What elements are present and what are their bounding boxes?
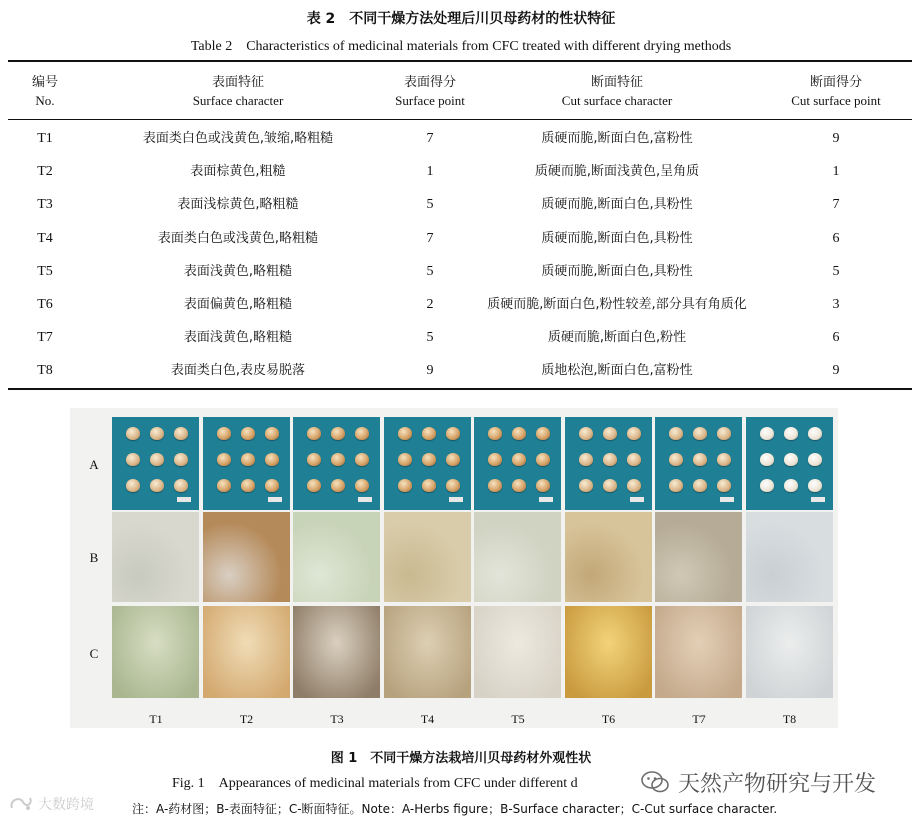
cell-cut: 质硬而脆,断面白色,粉性较差,部分具有角质化 <box>487 297 747 312</box>
herb-bulb <box>446 427 460 440</box>
figure-note: 注：A-药材图；B-表面特征；C-断面特征。Note：A-Herbs figure；B-Surface character；C-Cut surface character. <box>132 802 778 816</box>
cell-cut: 质硬而脆,断面白色,富粉性 <box>541 131 693 146</box>
herb-bulb <box>174 479 188 492</box>
herb-bulb <box>307 479 321 492</box>
herb-bulb <box>784 427 798 440</box>
herb-bulb <box>627 453 641 466</box>
herb-bulb <box>355 453 369 466</box>
herb-bulb <box>422 479 436 492</box>
herb-bulb <box>627 479 641 492</box>
herb-bulb <box>398 453 412 466</box>
header-cut-point: 断面得分 Cut surface point <box>791 75 881 108</box>
cell-surface-point: 5 <box>426 197 434 213</box>
cut-surface-photo <box>565 606 652 698</box>
header-no: 编号 No. <box>31 75 58 108</box>
herb-bulb <box>669 453 683 466</box>
herb-bulb <box>488 479 502 492</box>
row-label-c: C <box>89 646 99 661</box>
cell-surface-point: 1 <box>426 164 434 180</box>
cell-surface: 表面浅黄色,略粗糙 <box>183 330 293 346</box>
herb-bulb <box>488 427 502 440</box>
herb-bulb <box>693 427 707 440</box>
herb-bulb <box>579 453 593 466</box>
surface-photo <box>293 512 380 602</box>
cell-surface-point: 5 <box>426 330 434 346</box>
herb-photo <box>746 417 833 510</box>
surface-photo <box>565 512 652 602</box>
cell-surface-point: 7 <box>426 131 434 146</box>
column-label: T4 <box>420 712 435 726</box>
column-label: T8 <box>782 712 797 726</box>
cell-cut-point: 9 <box>832 363 840 379</box>
scale-bar <box>449 497 463 502</box>
column-label: T7 <box>692 712 706 726</box>
herb-bulb <box>603 453 617 466</box>
herb-bulb <box>784 453 798 466</box>
watermark-journal <box>640 765 876 799</box>
scale-bar <box>539 497 553 502</box>
herb-bulb <box>579 427 593 440</box>
scale-bar <box>358 497 372 502</box>
herb-photo <box>655 417 742 510</box>
cut-surface-photo <box>746 606 833 698</box>
column-label: T1 <box>149 712 163 726</box>
cell-cut: 质硬而脆,断面白色,粉性 <box>547 330 687 346</box>
column-label: T3 <box>330 712 344 726</box>
table-row <box>8 354 912 387</box>
herb-bulb <box>331 453 345 466</box>
cell-no: T3 <box>37 197 53 213</box>
cell-surface: 表面类白色或浅黄色,皱缩,略粗糙 <box>142 131 334 146</box>
table-row <box>8 321 912 354</box>
brand-logo-icon <box>8 794 34 814</box>
herb-bulb <box>174 453 188 466</box>
cell-cut: 质硬而脆,断面白色,具粉性 <box>541 197 693 213</box>
scale-bar <box>630 497 644 502</box>
cell-no: T1 <box>37 131 53 146</box>
herb-bulb <box>398 427 412 440</box>
cell-no: T4 <box>37 230 53 246</box>
herb-bulb <box>536 453 550 466</box>
herb-bulb <box>669 479 683 492</box>
herb-bulb <box>217 479 231 492</box>
scale-bar <box>811 497 825 502</box>
herb-bulb <box>603 427 617 440</box>
watermark-brand <box>8 794 94 814</box>
cell-cut: 质硬而脆,断面白色,具粉性 <box>541 263 693 279</box>
herb-bulb <box>760 427 774 440</box>
herb-bulb <box>241 427 255 440</box>
herb-bulb <box>241 453 255 466</box>
cell-cut: 质硬而脆,断面白色,具粉性 <box>541 230 693 246</box>
table-row <box>8 222 912 255</box>
wechat-icon <box>640 770 670 794</box>
table-row <box>8 188 912 221</box>
cut-surface-photo <box>112 606 199 698</box>
cell-surface: 表面类白色,表皮易脱落 <box>170 363 306 379</box>
herb-bulb <box>331 427 345 440</box>
cell-surface: 表面棕黄色,粗糙 <box>190 164 286 180</box>
cell-no: T5 <box>37 263 53 279</box>
table-row <box>8 288 912 321</box>
cell-cut-point: 1 <box>832 164 840 180</box>
surface-photo <box>655 512 742 602</box>
watermark-brand-text: 大数跨境 <box>38 797 94 813</box>
herb-photo <box>474 417 561 510</box>
herb-bulb <box>488 453 502 466</box>
herb-bulb <box>760 453 774 466</box>
herb-bulb <box>150 479 164 492</box>
herb-bulb <box>808 427 822 440</box>
cell-surface: 表面类白色或浅黄色,略粗糙 <box>157 230 319 246</box>
herb-bulb <box>355 427 369 440</box>
herb-photo <box>112 417 199 510</box>
herb-bulb <box>669 427 683 440</box>
cut-surface-photo <box>384 606 471 698</box>
table-row <box>8 255 912 288</box>
cell-no: T2 <box>37 164 53 180</box>
cut-surface-photo <box>655 606 742 698</box>
herb-photo <box>384 417 471 510</box>
cell-no: T6 <box>37 297 53 312</box>
cell-no: T7 <box>37 330 53 346</box>
table-header-rule <box>8 119 912 120</box>
herb-bulb <box>717 453 731 466</box>
column-label: T6 <box>601 712 616 726</box>
herb-bulb <box>808 453 822 466</box>
row-label-b: B <box>89 550 99 565</box>
herb-photo <box>203 417 290 510</box>
herb-bulb <box>265 453 279 466</box>
surface-photo <box>112 512 199 602</box>
header-surface-point: 表面得分 Surface point <box>395 75 465 108</box>
scale-bar <box>720 497 734 502</box>
herb-bulb <box>627 427 641 440</box>
watermark-journal-text: 天然产物研究与开发 <box>678 771 877 797</box>
herb-bulb <box>603 479 617 492</box>
header-surface: 表面特征 Surface character <box>192 75 284 108</box>
cut-surface-photo <box>293 606 380 698</box>
figure-caption-en: Fig. 1 Appearances of medicinal materials from CFC under different d <box>172 776 578 791</box>
cell-surface-point: 5 <box>426 263 434 279</box>
cell-cut: 质地松泡,断面白色,富粉性 <box>541 363 693 379</box>
table-title-cn: 表 2 不同干燥方法处理后川贝母药材的性状特征 <box>306 11 616 27</box>
table-bottom-rule <box>8 388 912 390</box>
herb-bulb <box>217 427 231 440</box>
scale-bar <box>177 497 191 502</box>
cell-surface: 表面浅黄色,略粗糙 <box>183 263 293 279</box>
herb-bulb <box>512 479 526 492</box>
herb-bulb <box>241 479 255 492</box>
cell-surface-point: 9 <box>426 363 434 379</box>
herb-bulb <box>717 427 731 440</box>
herb-bulb <box>126 453 140 466</box>
herb-bulb <box>217 453 231 466</box>
herb-bulb <box>536 427 550 440</box>
herb-bulb <box>512 453 526 466</box>
herb-bulb <box>808 479 822 492</box>
table-title-en: Table 2 Characteristics of medicinal materials from CFC treated with different drying methods <box>190 39 732 54</box>
cell-cut-point: 7 <box>832 197 840 213</box>
herb-bulb <box>174 427 188 440</box>
surface-photo <box>746 512 833 602</box>
column-label: T5 <box>511 712 525 726</box>
cell-surface: 表面偏黄色,略粗糙 <box>183 297 293 312</box>
herb-bulb <box>512 427 526 440</box>
herb-bulb <box>150 453 164 466</box>
herb-bulb <box>355 479 369 492</box>
header-cut: 断面特征 Cut surface character <box>561 75 673 108</box>
herb-bulb <box>717 479 731 492</box>
surface-photo <box>384 512 471 602</box>
cell-no: T8 <box>37 363 53 379</box>
column-label: T2 <box>239 712 254 726</box>
herb-bulb <box>150 427 164 440</box>
herb-bulb <box>398 479 412 492</box>
herb-bulb <box>693 479 707 492</box>
herb-bulb <box>446 453 460 466</box>
herb-bulb <box>422 453 436 466</box>
table-top-rule <box>8 60 912 62</box>
row-label-a: A <box>89 457 99 472</box>
cut-surface-photo <box>474 606 561 698</box>
scale-bar <box>268 497 282 502</box>
cell-surface: 表面浅棕黄色,略粗糙 <box>177 197 299 213</box>
cut-surface-photo <box>203 606 290 698</box>
herb-bulb <box>265 479 279 492</box>
figure-caption-cn: 图 1 不同干燥方法栽培川贝母药材外观性状 <box>330 751 592 766</box>
herb-photo <box>293 417 380 510</box>
herb-bulb <box>307 427 321 440</box>
herb-bulb <box>126 427 140 440</box>
cell-cut-point: 9 <box>832 131 840 146</box>
herb-bulb <box>126 479 140 492</box>
cell-surface-point: 2 <box>426 297 434 312</box>
cell-surface-point: 7 <box>426 230 434 246</box>
herb-bulb <box>579 479 593 492</box>
table-row <box>8 155 912 188</box>
herb-bulb <box>446 479 460 492</box>
cell-cut-point: 6 <box>832 230 840 246</box>
cell-cut-point: 5 <box>832 263 840 279</box>
herb-bulb <box>693 453 707 466</box>
surface-photo <box>474 512 561 602</box>
herb-bulb <box>536 479 550 492</box>
surface-photo <box>203 512 290 602</box>
herb-bulb <box>422 427 436 440</box>
cell-cut-point: 6 <box>832 330 840 346</box>
herb-bulb <box>784 479 798 492</box>
herb-bulb <box>331 479 345 492</box>
herb-photo <box>565 417 652 510</box>
cell-cut-point: 3 <box>832 297 840 312</box>
herb-bulb <box>760 479 774 492</box>
herb-bulb <box>265 427 279 440</box>
cell-cut: 质硬而脆,断面浅黄色,呈角质 <box>534 164 700 180</box>
table-row <box>8 122 912 155</box>
herb-bulb <box>307 453 321 466</box>
